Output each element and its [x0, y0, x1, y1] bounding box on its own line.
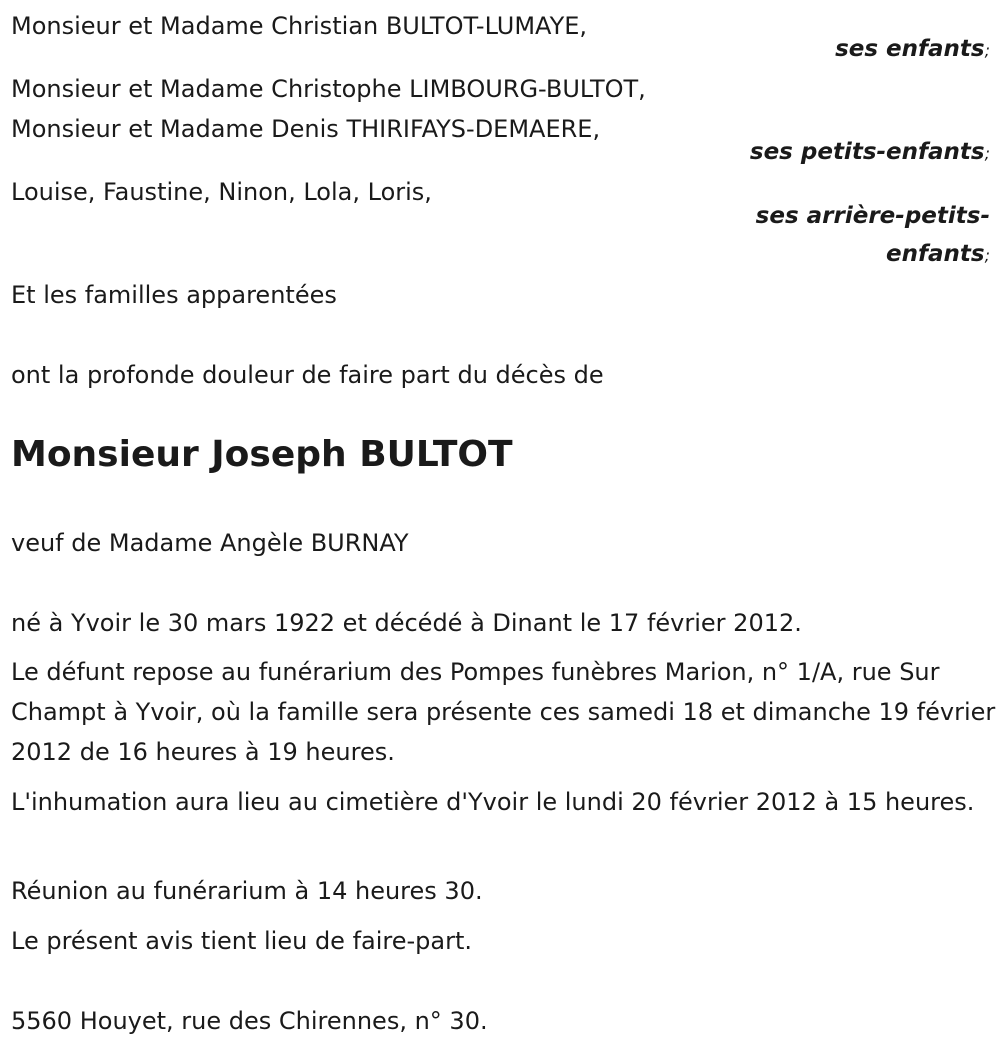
children-role-separator: ;	[984, 41, 990, 60]
grandchildren-names-2: Monsieur et Madame Denis THIRIFAYS-DEMAERE,	[11, 115, 601, 143]
burial-paragraph: L'inhumation aura lieu au cimetière d'Yvoir le lundi 20 février 2012 à 15 heures.	[11, 788, 975, 816]
announcement-line: ont la profonde douleur de faire part du décès de	[11, 361, 604, 389]
families-line: Et les familles apparentées	[11, 281, 337, 309]
children-names: Monsieur et Madame Christian BULTOT-LUMAYE,	[11, 12, 588, 40]
grandchildren-role	[750, 133, 990, 173]
meeting-line: Réunion au funérarium à 14 heures 30.	[11, 877, 483, 905]
notice-line: Le présent avis tient lieu de faire-part.	[11, 927, 473, 955]
birth-death-line: né à Yvoir le 30 mars 1922 et décédé à Dinant le 17 février 2012.	[11, 609, 802, 637]
address-line: 5560 Houyet, rue des Chirennes, n° 30.	[11, 1007, 488, 1035]
great-grandchildren-role-2	[886, 235, 990, 275]
deceased-name: Monsieur Joseph BULTOT	[11, 434, 513, 475]
great-grandchildren-role-label-2: enfants	[886, 241, 985, 267]
repose-paragraph: Le défunt repose au funérarium des Pompes funèbres Marion, n° 1/A, rue Sur Champt à Yvoir, où la famille sera présente ces samedi 18 et dimanche 19 février 2012 de 16 heures à 19 heures.	[11, 658, 996, 766]
great-grandchildren-names: Louise, Faustine, Ninon, Lola, Loris,	[11, 178, 432, 206]
widower-line: veuf de Madame Angèle BURNAY	[11, 529, 409, 557]
children-role	[835, 30, 990, 70]
great-grandchildren-role-1: ses arrière-petits-	[755, 203, 990, 229]
grandchildren-role-separator: ;	[984, 144, 990, 163]
great-grandchildren-role-separator: ;	[984, 246, 990, 265]
grandchildren-names-1: Monsieur et Madame Christophe LIMBOURG-BULTOT,	[11, 75, 646, 103]
grandchildren-role-label: ses petits-enfants	[749, 139, 985, 165]
children-role-label: ses enfants	[835, 36, 985, 62]
